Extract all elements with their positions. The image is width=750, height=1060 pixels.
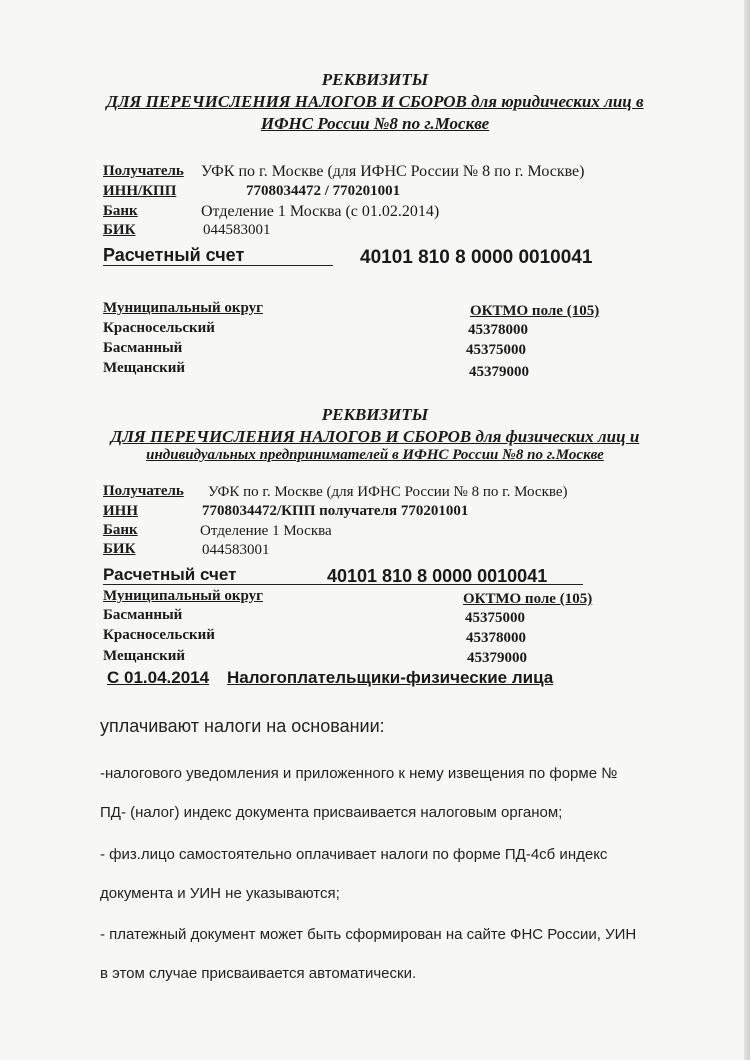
legal-inn-value: 7708034472 / 770201001 <box>246 183 401 199</box>
legal-title-line1: РЕКВИЗИТЫ <box>321 70 429 89</box>
individual-bik-value: 044583001 <box>202 542 270 558</box>
legal-district-2-code: 45375000 <box>466 342 526 358</box>
individual-inn-label: ИНН <box>103 503 139 519</box>
individual-district-1-name: Басманный <box>103 607 183 623</box>
legal-bik-label: БИК <box>103 222 136 238</box>
legal-title-line2: ДЛЯ ПЕРЕЧИСЛЕНИЯ НАЛОГОВ И СБОРОВ для юридических лиц в <box>106 92 644 111</box>
legal-account-underline <box>103 265 333 266</box>
legal-bank-value: Отделение 1 Москва (с 01.02.2014) <box>201 203 440 220</box>
legal-account-value: 40101 810 8 0000 0010041 <box>360 247 593 268</box>
legal-oktmo-header: ОКТМО поле (105) <box>470 303 600 319</box>
legal-recipient-label: Получатель <box>103 163 184 179</box>
legal-district-3-name: Мещанский <box>103 360 186 376</box>
individual-account-label: Расчетный счет <box>103 565 237 584</box>
legal-district-1-code: 45378000 <box>468 322 528 338</box>
individual-account-value: 40101 810 8 0000 0010041 <box>327 566 548 586</box>
individual-inn-value: 7708034472/КПП получателя 770201001 <box>202 503 469 519</box>
individual-bik-label: БИК <box>103 541 136 557</box>
notice-p3-line2: в этом случае присваивается автоматически. <box>100 965 417 982</box>
notice-p3-line1: - платежный документ может быть сформирован на сайте ФНС России, УИН <box>100 926 637 943</box>
individual-title-line3: индивидуальных предпринимателей в ИФНС России №8 по г.Москве <box>146 447 604 463</box>
notice-p2-line1: - физ.лицо самостоятельно оплачивает налоги по форме ПД-4сб индекс <box>100 846 608 863</box>
legal-district-1-name: Красносельский <box>103 320 215 336</box>
page-edge-shadow <box>744 0 750 1060</box>
legal-title-line3: ИФНС России №8 по г.Москве <box>260 114 490 133</box>
notice-heading: Налогоплательщики-физические лица <box>227 668 554 687</box>
individual-district-2-name: Красносельский <box>103 627 215 643</box>
individual-district-header: Муниципальный округ <box>103 588 263 604</box>
notice-p1-line2: ПД- (налог) индекс документа присваивается налоговым органом; <box>100 804 563 821</box>
legal-account-label: Расчетный счет <box>103 245 245 265</box>
legal-district-3-code: 45379000 <box>469 364 529 380</box>
notice-p1-line1: -налогового уведомления и приложенного к нему извещения по форме № <box>100 765 618 782</box>
legal-recipient-value: УФК по г. Москве (для ИФНС России № 8 по г. Москве) <box>201 163 585 180</box>
legal-inn-label: ИНН/КПП <box>103 183 177 199</box>
individual-bank-label: Банк <box>103 522 138 538</box>
individual-district-2-code: 45378000 <box>466 630 526 646</box>
individual-district-3-name: Мещанский <box>103 648 186 664</box>
legal-bank-label: Банк <box>103 203 138 219</box>
individual-title-line1: РЕКВИЗИТЫ <box>321 405 429 424</box>
individual-oktmo-header: ОКТМО поле (105) <box>463 591 593 607</box>
legal-district-header: Муниципальный округ <box>103 300 263 316</box>
legal-bik-value: 044583001 <box>203 222 271 238</box>
legal-district-2-name: Басманный <box>103 340 183 356</box>
individual-district-3-code: 45379000 <box>467 650 527 666</box>
notice-intro: уплачивают налоги на основании: <box>100 716 385 736</box>
notice-date: С 01.04.2014 <box>107 668 210 687</box>
individual-recipient-label: Получатель <box>103 483 184 499</box>
notice-p2-line2: документа и УИН не указываются; <box>100 885 340 902</box>
individual-recipient-value: УФК по г. Москве (для ИФНС России № 8 по г. Москве) <box>208 484 568 500</box>
individual-bank-value: Отделение 1 Москва <box>200 523 332 539</box>
individual-district-1-code: 45375000 <box>465 610 525 626</box>
individual-title-line2: ДЛЯ ПЕРЕЧИСЛЕНИЯ НАЛОГОВ И СБОРОВ для физических лиц и <box>110 427 640 446</box>
